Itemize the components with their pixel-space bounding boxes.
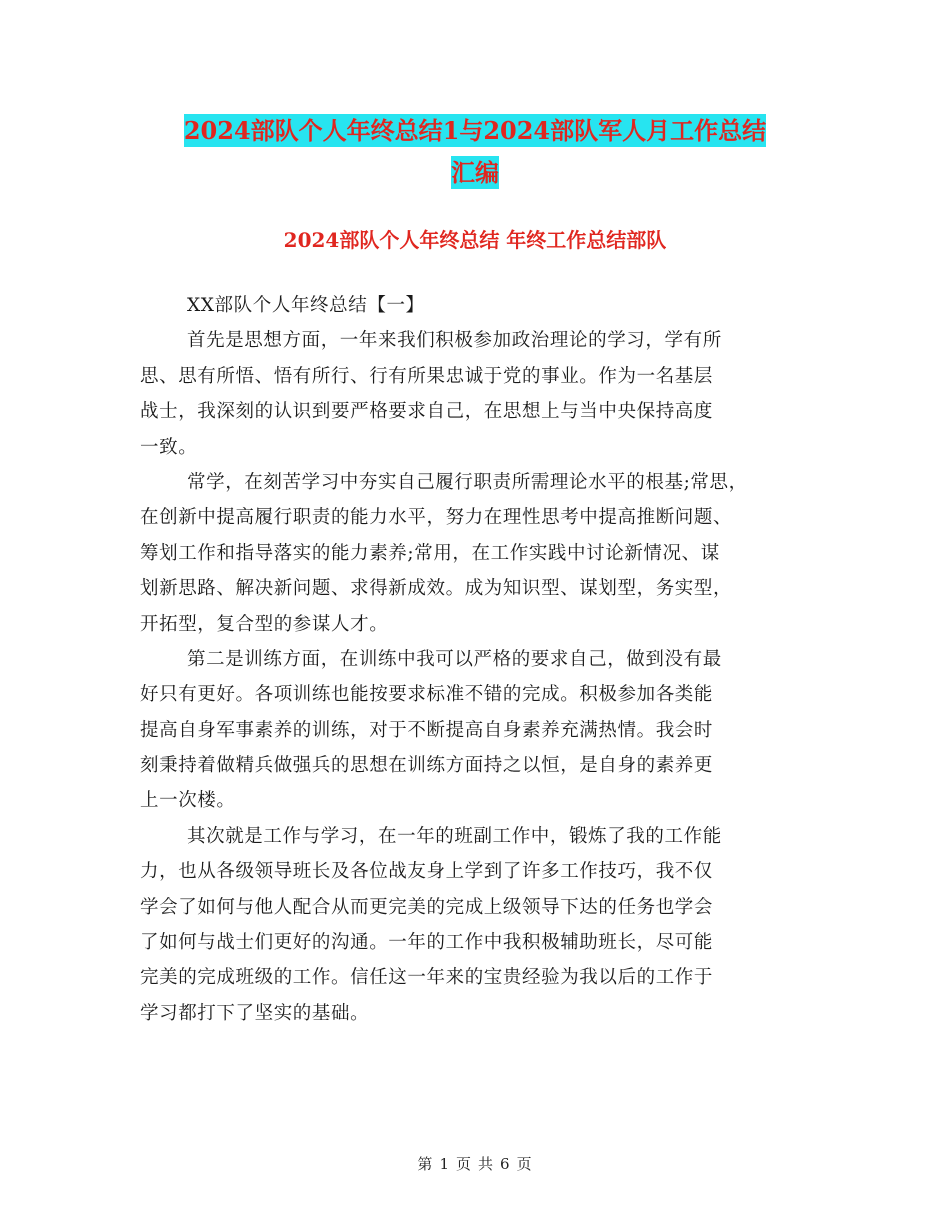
section-heading: 2024部队个人年终总结 年终工作总结部队 [283,228,667,252]
paragraph-line: 力，也从各级领导班长及各位战友身上学到了许多工作技巧，我不仅 [140,861,714,883]
paragraph-line: 常学，在刻苦学习中夯实自己履行职责所需理论水平的根基;常思， [187,471,748,493]
body-text [140,288,805,1031]
paragraph-line: 学习都打下了坚实的基础。 [140,1002,370,1024]
paragraph-line: 上一次楼。 [140,790,236,812]
title-line-2: 汇编 [451,158,499,187]
paragraph-line: 划新思路、解决新问题、求得新成效。成为知识型、谋划型，务实型， [140,578,733,600]
footer-suffix: 页 [516,1155,533,1173]
page-number-current: 1 [439,1155,450,1173]
title-line-1: 2024部队个人年终总结1与2024部队军人月工作总结 [183,116,767,145]
page-number-total: 6 [500,1155,511,1173]
footer-total-prefix: 共 [478,1155,495,1173]
page-footer [0,1153,950,1174]
paragraph-line: 了如何与战士们更好的沟通。一年的工作中我积极辅助班长，尽可能 [140,932,714,954]
paragraph-line: 其次就是工作与学习，在一年的班副工作中，锻炼了我的工作能 [187,825,722,847]
paragraph-line: 好只有更好。各项训练也能按要求标准不错的完成。积极参加各类能 [140,684,714,706]
paragraph-line: 学会了如何与他人配合从而更完美的完成上级领导下达的任务也学会 [140,896,714,918]
footer-mid: 页 [455,1155,472,1173]
paragraph-line: XX部队个人年终总结【一】 [187,295,425,316]
paragraph-line: 开拓型，复合型的参谋人才。 [140,613,389,635]
paragraph-line: 首先是思想方面，一年来我们积极参加政治理论的学习，学有所 [187,330,722,352]
paragraph-line: 刻秉持着做精兵做强兵的思想在训练方面持之以恒，是自身的素养更 [140,755,714,777]
paragraph-line: 提高自身军事素养的训练，对于不断提高自身素养充满热情。我会时 [140,719,714,741]
paragraph-line: 思、思有所悟、悟有所行、行有所果忠诚于党的事业。作为一名基层 [140,365,714,387]
footer-prefix: 第 [417,1155,434,1173]
paragraph-line: 第二是训练方面，在训练中我可以严格的要求自己，做到没有最 [187,648,722,670]
paragraph-line: 一致。 [140,436,198,458]
paragraph-line: 筹划工作和指导落实的能力素养;常用，在工作实践中讨论新情况、谋 [140,542,720,564]
paragraph-line: 战士，我深刻的认识到要严格要求自己，在思想上与当中央保持高度 [140,401,714,423]
document-title [0,110,950,194]
paragraph-line: 在创新中提高履行职责的能力水平，努力在理性思考中提高推断问题、 [140,507,733,529]
paragraph-line: 完美的完成班级的工作。信任这一年来的宝贵经验为我以后的工作于 [140,967,714,989]
